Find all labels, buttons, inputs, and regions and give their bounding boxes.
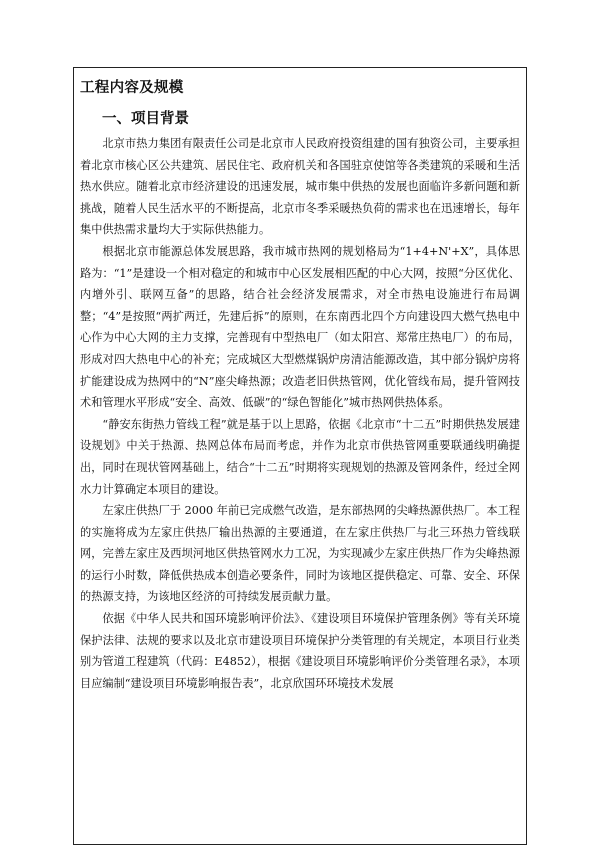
paragraph: 北京市热力集团有限责任公司是北京市人民政府投资组建的国有独资公司，主要承担着北京市核心区公共建筑、居民住宅、政府机关和各国驻京使馆等各类建筑的采暖和生活热水供应。随着北京市经济建设的迅速发展，城市集中供热的发展也面临许多新问题和新挑战，随着人民生活水平的不断提高，北京市冬季采暖热负荷的需求也在迅速增长，每年集中供热需求量均大于实际供热能力。 bbox=[80, 137, 520, 237]
paragraph: 依据《中华人民共和国环境影响评价法》、《建设项目环境保护管理条例》等有关环境保护法律、法规的要求以及北京市建设项目环境保护分类管理的有关规定，本项目行业类别为管道工程建筑（代码：E4852），根据《建设项目环境影响评价分类管理名录》，本项目应编制“建设项目环境影响报告表”，北京欣国环环境技术发展 bbox=[80, 612, 520, 690]
paragraph: “静安东街热力管线工程”就是基于以上思路，依据《北京市“十二五”时期供热发展建设规划》中关于热源、热网总体布局而考虑，并作为北京市供热管网重要联通线明确提出，同时在现状管网基础上，结合“十二五”时期将实现规划的热源及管网条件，经过全网水力计算确定本项目的建设。 bbox=[80, 417, 520, 496]
body-text bbox=[80, 133, 520, 694]
paragraph: 左家庄供热厂于 2000 年前已完成燃气改造，是东部热网的尖峰热源供热厂。本工程的实施将成为左家庄供热厂输出热源的主要通道，在左家庄供热厂与北三环热力管线联网，完善左家庄及西坝河地区供热管网水力工况，为实现减少左家庄供热厂作为尖峰热源的运行小时数，降低供热成本创造必要条件，同时为该地区提供稳定、可靠、安全、环保的热源支持，为该地区经济的可持续发展贡献力量。 bbox=[80, 504, 520, 604]
paragraph: 根据北京市能源总体发展思路，我市城市热网的规划格局为“1+4+N'+X”，具体思路为：“1”是建设一个相对稳定的和城市中心区发展相匹配的中心大网，按照“分区优化、内增外引、联网互备”的思路，结合社会经济发展需求，对全市热电设施进行布局调整；“4”是按照“两扩两迁，先建后拆”的原则，在东南西北四个方向建设四大燃气热电中心作为中心大网的主力支撑，完善现有中型热电厂（如太阳宫、郑常庄热电厂）的布局，形成对四大热电中心的补充；完成城区大型燃煤锅炉房清洁能源改造，其中部分锅炉房将扩能建设成为热网中的“N”座尖峰热源；改造老旧供热管网，优化管线布局，提升管网技术和管理水平形成“安全、高效、低碳”的“绿色智能化”城市热网供热体系。 bbox=[80, 244, 520, 410]
section-title: 工程内容及规模 bbox=[80, 80, 184, 96]
subsection-title: 一、项目背景 bbox=[102, 111, 189, 127]
content-frame bbox=[73, 67, 527, 845]
